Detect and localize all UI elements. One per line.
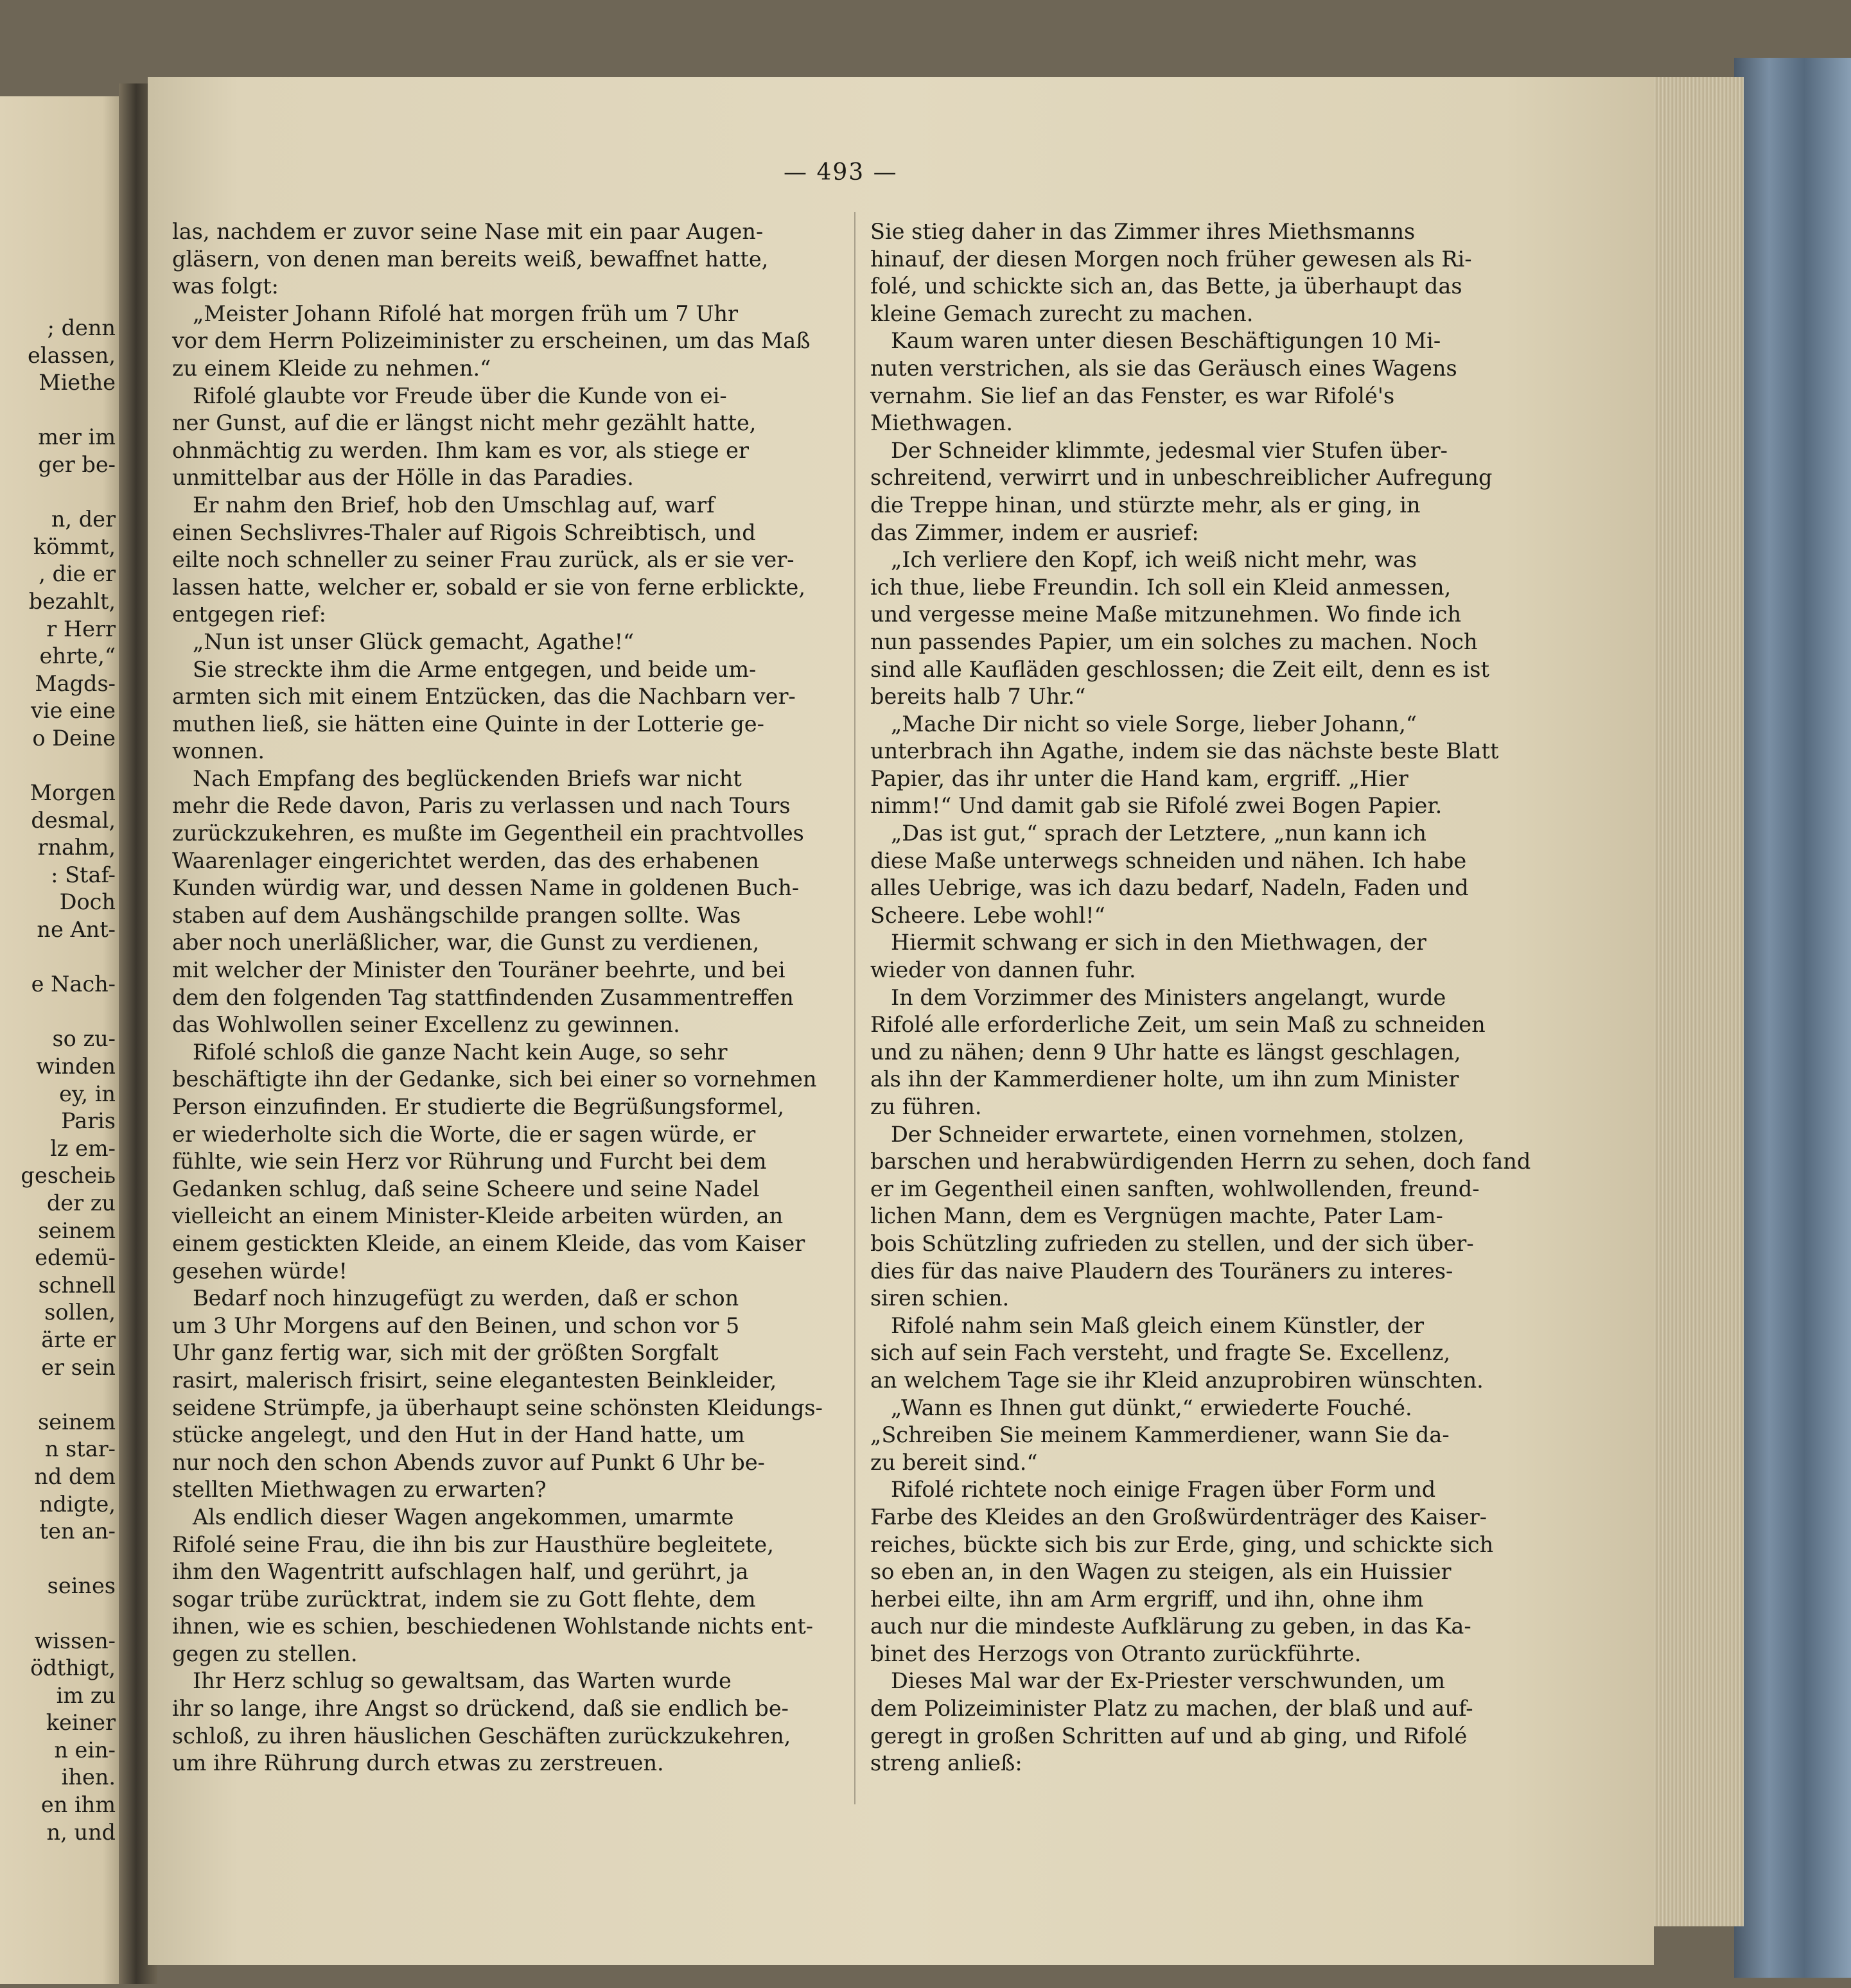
- text-line: nimm!“ Und damit gab sie Rifolé zwei Bogen Papier.: [870, 793, 1443, 819]
- text-line: auch nur die mindeste Aufklärung zu geben, in das Ka-: [870, 1614, 1471, 1639]
- text-line: reiches, bückte sich bis zur Erde, ging, und schickte sich: [870, 1531, 1494, 1557]
- text-line: edemü-: [35, 1245, 116, 1271]
- text-line: zu führen.: [870, 1094, 982, 1119]
- text-line: im zu: [56, 1682, 116, 1708]
- text-line: Rifolé nahm sein Maß gleich einem Künstler, der: [870, 1312, 1425, 1338]
- text-line: r Herr: [46, 616, 116, 641]
- text-line: [0, 753, 116, 780]
- text-line: als ihn der Kammerdiener holte, um ihn zum Minister: [870, 1067, 1459, 1092]
- text-line: diese Maße unterwegs schneiden und nähen. Ich habe: [870, 848, 1467, 873]
- text-line: und vergesse meine Maße mitzunehmen. Wo finde ich: [870, 602, 1462, 627]
- text-line: las, nachdem er zuvor seine Nase mit ein paar Augen-: [172, 219, 764, 244]
- text-line: stücke angelegt, und den Hut in der Hand hatte, um: [172, 1422, 745, 1448]
- text-line: er wiederholte sich die Worte, die er sagen würde, er: [172, 1121, 756, 1147]
- text-line: Farbe des Kleides an den Großwürdenträger des Kaiser-: [870, 1504, 1487, 1530]
- text-line: n ein-: [54, 1737, 116, 1763]
- text-line: ne Ant-: [37, 917, 116, 943]
- text-line: nd dem: [34, 1463, 116, 1489]
- text-line: so eben an, in den Wagen zu steigen, als ein Huissier: [870, 1559, 1452, 1585]
- text-line: „Nun ist unser Glück gemacht, Agathe!“: [172, 629, 635, 654]
- text-line: ärte er: [41, 1327, 116, 1352]
- text-line: sich auf sein Fach versteht, und fragte Se. Excellenz,: [870, 1340, 1451, 1366]
- text-line: dem Polizeiminister Platz zu machen, der blaß und auf-: [870, 1696, 1473, 1722]
- text-line: wissen-: [34, 1628, 116, 1653]
- text-line: keiner: [46, 1710, 116, 1736]
- text-line: an welchem Tage sie ihr Kleid anzuprobiren wünschten.: [870, 1367, 1484, 1393]
- text-line: Person einzufinden. Er studierte die Begrüßungsformel,: [172, 1094, 784, 1119]
- text-line: Als endlich dieser Wagen angekommen, umarmte: [172, 1504, 734, 1530]
- text-line: Magds-: [35, 670, 116, 696]
- text-line: Paris: [61, 1108, 116, 1134]
- text-line: einem gestickten Kleide, an einem Kleide, das vom Kaiser: [172, 1230, 805, 1256]
- text-line: mer im: [38, 424, 116, 450]
- text-line: „Meister Johann Rifolé hat morgen früh um 7 Uhr: [172, 301, 739, 326]
- text-line: wieder von dannen fuhr.: [870, 957, 1136, 983]
- text-line: : Staf-: [51, 862, 116, 887]
- text-line: rnahm,: [37, 835, 116, 860]
- text-line: herbei eilte, ihn am Arm ergriff, und ihn, ohne ihm: [870, 1586, 1424, 1612]
- text-line: ohnmächtig zu werden. Ihm kam es vor, als stiege er: [172, 437, 749, 463]
- text-line: siren schien.: [870, 1286, 1010, 1311]
- text-line: mit welcher der Minister den Touräner beehrte, und bei: [172, 957, 785, 983]
- text-line: [0, 397, 116, 424]
- text-line: so zu-: [52, 1026, 116, 1052]
- text-line: Scheere. Lebe wohl!“: [870, 902, 1105, 928]
- text-line: vernahm. Sie lief an das Fenster, es war Rifolé's: [870, 383, 1395, 408]
- text-line: entgegen rief:: [172, 602, 326, 627]
- text-line: und zu nähen; denn 9 Uhr hatte es längst geschlagen,: [870, 1039, 1461, 1065]
- text-line: streng anließ:: [870, 1750, 1022, 1776]
- text-line: ihen.: [61, 1765, 116, 1790]
- text-line: hinauf, der diesen Morgen noch früher gewesen als Ri-: [870, 246, 1472, 272]
- text-line: nuten verstrichen, als sie das Geräusch eines Wagens: [870, 355, 1457, 381]
- text-line: Hiermit schwang er sich in den Miethwagen, der: [870, 930, 1426, 955]
- text-line: er im Gegentheil einen sanften, wohlwollenden, freund-: [870, 1176, 1480, 1201]
- text-line: [0, 998, 116, 1026]
- text-line: , die er: [39, 561, 116, 587]
- book-cover-edge: [1734, 58, 1851, 1978]
- text-line: stellten Miethwagen zu erwarten?: [172, 1477, 547, 1503]
- text-line: vor dem Herrn Polizeiminister zu erscheinen, um das Maß: [172, 328, 811, 354]
- text-line: ihm den Wagentritt aufschlagen half, und gerührt, ja: [172, 1559, 749, 1585]
- text-line: der zu: [46, 1190, 116, 1216]
- text-line: gesehen würde!: [172, 1258, 347, 1284]
- text-line: [0, 944, 116, 972]
- text-line: gegen zu stellen.: [172, 1641, 358, 1666]
- text-line: Kaum waren unter diesen Beschäftigungen 10 Mi-: [870, 328, 1441, 354]
- text-line: vielleicht an einem Minister-Kleide arbeiten würden, an: [172, 1203, 784, 1229]
- text-line: sollen,: [44, 1300, 116, 1325]
- text-line: aber noch unerläßlicher, war, die Gunst zu verdienen,: [172, 930, 760, 955]
- text-line: Der Schneider klimmte, jedesmal vier Stufen über-: [870, 437, 1448, 463]
- text-line: ihnen, wie es schien, beschiedenen Wohlstande nichts ent-: [172, 1614, 814, 1639]
- text-line: dies für das naive Plaudern des Touräners zu interes-: [870, 1258, 1453, 1284]
- left-page: [0, 96, 128, 1984]
- page-edges: [1647, 77, 1744, 1926]
- text-line: Gedanken schlug, daß seine Scheere und seine Nadel: [172, 1176, 760, 1201]
- text-line: dem den folgenden Tag stattfindenden Zusammentreffen: [172, 984, 794, 1010]
- text-line: nun passendes Papier, um ein solches zu machen. Noch: [870, 629, 1478, 654]
- text-line: barschen und herabwürdigenden Herrn zu sehen, doch fand: [870, 1149, 1531, 1174]
- text-line: armten sich mit einem Entzücken, das die Nachbarn ver-: [172, 684, 796, 710]
- text-line: Der Schneider erwartete, einen vornehmen, stolzen,: [870, 1121, 1464, 1147]
- text-line: lz em-: [50, 1135, 116, 1161]
- text-line: gläsern, von denen man bereits weiß, bewaffnet hatte,: [172, 246, 769, 272]
- text-line: n, der: [51, 507, 116, 532]
- text-line: Rifolé glaubte vor Freude über die Kunde von ei-: [172, 383, 727, 408]
- text-line: lichen Mann, dem es Vergnügen machte, Pater Lam-: [870, 1203, 1443, 1229]
- text-line: zurückzukehren, es mußte im Gegentheil ein prachtvolles: [172, 821, 804, 846]
- text-line: [0, 479, 116, 507]
- text-line: muthen ließ, sie hätten eine Quinte in der Lotterie ge-: [172, 711, 764, 737]
- text-line: folé, und schickte sich an, das Bette, ja überhaupt das: [870, 274, 1462, 299]
- text-line: „Schreiben Sie meinem Kammerdiener, wann Sie da-: [870, 1422, 1450, 1448]
- text-line: Papier, das ihr unter die Hand kam, ergriff. „Hier: [870, 765, 1408, 791]
- text-line: geregt in großen Schritten auf und ab ging, und Rifolé: [870, 1723, 1468, 1748]
- text-line: ner Gunst, auf die er längst nicht mehr gezählt hatte,: [172, 410, 757, 436]
- text-line: ey, in: [59, 1081, 116, 1106]
- text-line: ndigte,: [39, 1491, 116, 1517]
- text-line: sind alle Kaufläden geschlossen; die Zeit eilt, denn es ist: [870, 656, 1489, 682]
- text-line: e Nach-: [31, 972, 116, 997]
- text-line: unmittelbar aus der Hölle in das Paradies.: [172, 465, 634, 491]
- text-line: schloß, zu ihren häuslichen Geschäften zurückzukehren,: [172, 1723, 791, 1748]
- text-line: Doch: [59, 889, 116, 915]
- text-line: elassen,: [28, 342, 116, 368]
- text-line: o Deine: [32, 725, 116, 751]
- text-line: Kunden würdig war, und dessen Name in goldenen Buch-: [172, 875, 800, 901]
- text-line: Er nahm den Brief, hob den Umschlag auf, warf: [172, 492, 715, 518]
- text-column-left: [172, 218, 840, 1777]
- text-line: Miethe: [39, 370, 116, 396]
- text-line: winden: [36, 1054, 116, 1079]
- text-line: ; denn: [47, 315, 116, 340]
- text-line: bois Schützling zufrieden zu stellen, und der sich über-: [870, 1230, 1474, 1256]
- text-line: Morgen: [30, 780, 116, 806]
- text-line: zu bereit sind.“: [870, 1449, 1038, 1475]
- text-line: beschäftigte ihn der Gedanke, sich bei einer so vornehmen: [172, 1067, 817, 1092]
- text-line: schnell: [38, 1272, 116, 1298]
- text-line: [0, 1381, 116, 1409]
- text-line: gescheiь: [21, 1163, 116, 1189]
- text-line: ger be-: [38, 451, 116, 477]
- text-line: kleine Gemach zurecht zu machen.: [870, 301, 1254, 326]
- text-line: Waarenlager eingerichtet werden, das des erhabenen: [172, 848, 760, 873]
- text-line: ödthigt,: [30, 1655, 116, 1681]
- text-line: das Wohlwollen seiner Excellenz zu gewinnen.: [172, 1012, 680, 1038]
- text-line: was folgt:: [172, 274, 279, 299]
- text-line: sogar trübe zurücktrat, indem sie zu Gott flehte, dem: [172, 1586, 756, 1612]
- text-line: das Zimmer, indem er ausrief:: [870, 519, 1199, 545]
- text-line: schreitend, verwirrt und in unbeschreiblicher Aufregung: [870, 465, 1493, 491]
- text-line: seinem: [38, 1409, 116, 1434]
- text-line: In dem Vorzimmer des Ministers angelangt, wurde: [870, 984, 1446, 1010]
- text-line: staben auf dem Aushängschilde prangen sollte. Was: [172, 902, 741, 928]
- text-line: ten an-: [39, 1519, 116, 1544]
- text-line: Dieses Mal war der Ex-Priester verschwunden, um: [870, 1668, 1445, 1694]
- page-number: — 493 —: [784, 159, 898, 186]
- text-line: lassen hatte, welcher er, sobald er sie von ferne erblickte,: [172, 574, 805, 600]
- text-line: er sein: [41, 1354, 116, 1380]
- text-line: binet des Herzogs von Otranto zurückführte.: [870, 1641, 1362, 1666]
- text-line: bereits halb 7 Uhr.“: [870, 684, 1086, 710]
- text-line: Rifolé seine Frau, die ihn bis zur Hausthüre begleitete,: [172, 1531, 774, 1557]
- text-line: [0, 1600, 116, 1628]
- text-line: Rifolé richtete noch einige Fragen über Form und: [870, 1477, 1436, 1503]
- text-line: bezahlt,: [28, 588, 116, 614]
- left-page-text-fragments: [0, 315, 116, 1846]
- text-line: Miethwagen.: [870, 410, 1013, 436]
- text-line: die Treppe hinan, und stürzte mehr, als er ging, in: [870, 492, 1421, 518]
- text-line: vie eine: [30, 698, 116, 724]
- text-line: zu einem Kleide zu nehmen.“: [172, 355, 491, 381]
- text-line: ich thue, liebe Freundin. Ich soll ein Kleid anmessen,: [870, 574, 1452, 600]
- text-line: „Ich verliere den Kopf, ich weiß nicht mehr, was: [870, 547, 1417, 573]
- text-line: ehrte,“: [39, 643, 116, 669]
- text-line: Sie streckte ihm die Arme entgegen, und beide um-: [172, 656, 757, 682]
- text-line: unterbrach ihn Agathe, indem sie das nächste beste Blatt: [870, 738, 1499, 764]
- text-line: fühlte, wie sein Herz vor Rührung und Furcht bei dem: [172, 1149, 767, 1174]
- text-line: Uhr ganz fertig war, sich mit der größten Sorgfalt: [172, 1340, 719, 1366]
- text-line: um ihre Rührung durch etwas zu zerstreuen.: [172, 1750, 664, 1776]
- text-line: Rifolé schloß die ganze Nacht kein Auge, so sehr: [172, 1039, 728, 1065]
- text-line: um 3 Uhr Morgens auf den Beinen, und schon vor 5: [172, 1312, 740, 1338]
- text-line: Rifolé alle erforderliche Zeit, um sein Maß zu schneiden: [870, 1012, 1486, 1038]
- text-line: seines: [47, 1573, 116, 1599]
- column-rule: [854, 212, 855, 1804]
- text-line: kömmt,: [33, 534, 116, 559]
- text-line: einen Sechslivres-Thaler auf Rigois Schreibtisch, und: [172, 519, 756, 545]
- text-line: wonnen.: [172, 738, 265, 764]
- text-line: „Das ist gut,“ sprach der Letztere, „nun kann ich: [870, 821, 1426, 846]
- text-line: [0, 1546, 116, 1573]
- text-line: nur noch den schon Abends zuvor auf Punkt 6 Uhr be-: [172, 1449, 765, 1475]
- text-line: „Wann es Ihnen gut dünkt,“ erwiederte Fouché.: [870, 1395, 1412, 1420]
- text-line: n, und: [46, 1819, 116, 1845]
- text-line: „Mache Dir nicht so viele Sorge, lieber Johann,“: [870, 711, 1417, 737]
- text-column-right: [870, 218, 1541, 1777]
- text-line: en ihm: [40, 1792, 116, 1818]
- text-line: rasirt, malerisch frisirt, seine elegantesten Beinkleider,: [172, 1367, 777, 1393]
- text-line: Sie stieg daher in das Zimmer ihres Miethsmanns: [870, 219, 1416, 244]
- text-line: alles Uebrige, was ich dazu bedarf, Nadeln, Faden und: [870, 875, 1469, 901]
- text-line: eilte noch schneller zu seiner Frau zurück, als er sie ver-: [172, 547, 794, 573]
- text-line: Bedarf noch hinzugefügt zu werden, daß er schon: [172, 1286, 739, 1311]
- text-line: n star-: [44, 1436, 116, 1462]
- text-line: Ihr Herz schlug so gewaltsam, das Warten wurde: [172, 1668, 732, 1694]
- text-line: desmal,: [31, 807, 116, 833]
- text-line: seidene Strümpfe, ja überhaupt seine schönsten Kleidungs-: [172, 1395, 823, 1420]
- text-line: ihr so lange, ihre Angst so drückend, daß sie endlich be-: [172, 1696, 789, 1722]
- text-line: mehr die Rede davon, Paris zu verlassen und nach Tours: [172, 793, 791, 819]
- text-line: Nach Empfang des beglückenden Briefs war nicht: [172, 765, 742, 791]
- text-line: seinem: [38, 1217, 116, 1243]
